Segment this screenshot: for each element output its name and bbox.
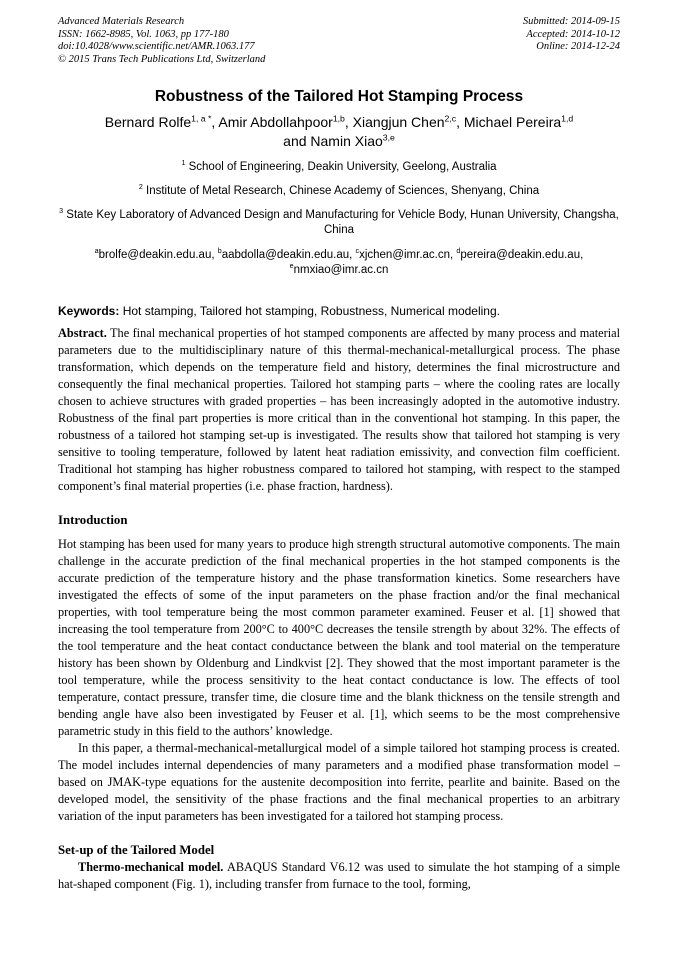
journal-doi: doi:10.4028/www.scientific.net/AMR.1063.177 [58, 41, 255, 52]
section-heading-introduction: Introduction [58, 513, 128, 527]
author-2-affiliation-marks: 1,b [332, 113, 345, 124]
author-5: and Namin Xiao$^{3,e}$ [283, 132, 395, 149]
authors-line [58, 113, 620, 151]
affiliation-1 [58, 160, 620, 175]
author-4-affiliation-marks: 1,d [561, 113, 574, 124]
affiliation-3-mark: 3 [59, 207, 64, 216]
journal-info [58, 16, 265, 66]
journal-issn-volume: ISSN: 1662-8985, Vol. 1063, pp 177-180 [58, 28, 229, 40]
abstract-paragraph [58, 325, 620, 495]
accepted-date: Accepted: 2014-10-12 [526, 28, 620, 40]
page-title: Robustness of the Tailored Hot Stamping Process [154, 88, 524, 105]
author-1: Bernard Rolfe$^{1, a *}$, [104, 113, 219, 130]
online-date: Online: 2014-12-24 [536, 41, 620, 52]
thermo-mechanical-lead: Thermo-mechanical model. [78, 860, 224, 874]
abstract-text: The final mechanical properties of hot stamped components are affected by many process and material parameters due to the multidisciplinary nature of this thermal-mechanical-metallurgical process. The phase transformation, which depends on the temperature field and history, determines the final microstructure and consequently the final mechanical properties. Tailored hot stamping parts – where the cooling rates are locally chosen to achieve structures with graded properties – has been increasingly adopted in the automotive industry. Robustness of the final part properties is more critical than in the conventional hot stamping. In this paper, the robustness of a tailored hot stamping set-up is investigated. The results show that tailored hot stamping is very sensitive to tooling temperature, followed by latent heat radiation emissivity, and convection film coefficient. Traditional hot stamping has higher robustness compared to tailored hot stamping, with respect to the stamped component’s final material properties (i.e. phase fraction, hardness). [58, 326, 620, 493]
affiliation-2 [58, 184, 620, 199]
author-3-affiliation-marks: 2,c [444, 113, 457, 124]
introduction-paragraph-1: Hot stamping has been used for many years to produce high strength structural automotive components. The main challenge in the accurate prediction of the final mechanical properties in the hot stamped components is the accurate prediction of the temperature history and the phase transformation kinetics. Some researchers have investigated the effects of some of the input parameters on the phase fraction and/or the final mechanical properties, with tool temperature being the most common parameter examined. Feuser et al. [1] showed that increasing the tool temperature from 200°C to 400°C decreases the tensile strength by about 32%. The effects of the tool temperature and the heat contact conductance between the blank and tool material on the temperature history has been shown by Oldenburg and Lindkvist [2]. They showed that the most important parameter is the tool temperature, while the process sensitivity to the heat contact conductance is low. The effects of tool temperature, contact pressure, transfer time, die closure time and the blank thickness on the tensile strength and bending angle have also been investigated by Feuser et al. [1], which seems to be the most comprehensive parametric study in this field to the authors’ knowledge. [58, 537, 620, 738]
affiliation-1-mark: 1 [181, 159, 186, 168]
keywords-label: Keywords: [58, 304, 120, 318]
email-a: $^a$brolfe@deakin.edu.au, [94, 247, 218, 261]
affiliation-2-mark: 2 [138, 183, 143, 192]
journal-copyright: © 2015 Trans Tech Publications Ltd, Switzerland [58, 53, 266, 65]
author-3: Xiangjun Chen$^{2,c}$, [352, 113, 464, 130]
keywords-text: Hot stamping, Tailored hot stamping, Robustness, Numerical modeling. [119, 304, 500, 318]
affiliation-1-text: School of Engineering, Deakin University, Geelong, Australia [185, 161, 497, 173]
thermo-mechanical-paragraph [58, 859, 620, 893]
author-1-affiliation-marks: 1, a * [191, 113, 212, 124]
thermo-mechanical-text: ABAQUS Standard V6.12 was used to simulate the hot stamping of a simple hat-shaped component (Fig. 1), including transfer from furnace to the tool, forming, [58, 860, 621, 891]
keywords-line [58, 303, 620, 319]
email-d: $^d$pereira@deakin.edu.au, [456, 247, 584, 261]
abstract-label: Abstract. [58, 326, 107, 340]
author-emails [58, 248, 620, 278]
submission-dates [523, 16, 620, 66]
email-e: $^e$nmxiao@imr.ac.cn [289, 262, 389, 276]
author-4: Michael Pereira$^{1,d}$ [463, 113, 574, 130]
author-5-affiliation-marks: 3,e [382, 132, 395, 143]
email-c: $^c$xjchen@imr.ac.cn, [355, 247, 457, 261]
journal-header [58, 16, 620, 66]
submitted-date: Submitted: 2014-09-15 [522, 16, 620, 27]
introduction-paragraph-2: In this paper, a thermal-mechanical-metallurgical model of a simple tailored hot stamping process is created. The model includes internal dependencies of many parameters and a modified phase transformation model – based on JMAK-type equations for the austenite decomposition into ferrite, pearlite and bainite. Based on the developed model, the sensitivity of the phase fractions and the final mechanical properties to an arbitrary variation of the input parameters has been investigated for a tailored hot stamping process. [58, 741, 620, 823]
affiliation-3-text: State Key Laboratory of Advanced Design and Manufacturing for Vehicle Body, Hunan University, Changsha, China [63, 209, 619, 236]
affiliation-2-text: Institute of Metal Research, Chinese Academy of Sciences, Shenyang, China [142, 185, 540, 197]
author-2: Amir Abdollahpoor$^{1,b}$, [218, 113, 353, 130]
section-heading-setup: Set-up of the Tailored Model [58, 843, 215, 857]
email-b: $^b$aabdolla@deakin.edu.au, [217, 247, 356, 261]
affiliation-3 [58, 208, 620, 238]
journal-name: Advanced Materials Research [58, 16, 185, 27]
